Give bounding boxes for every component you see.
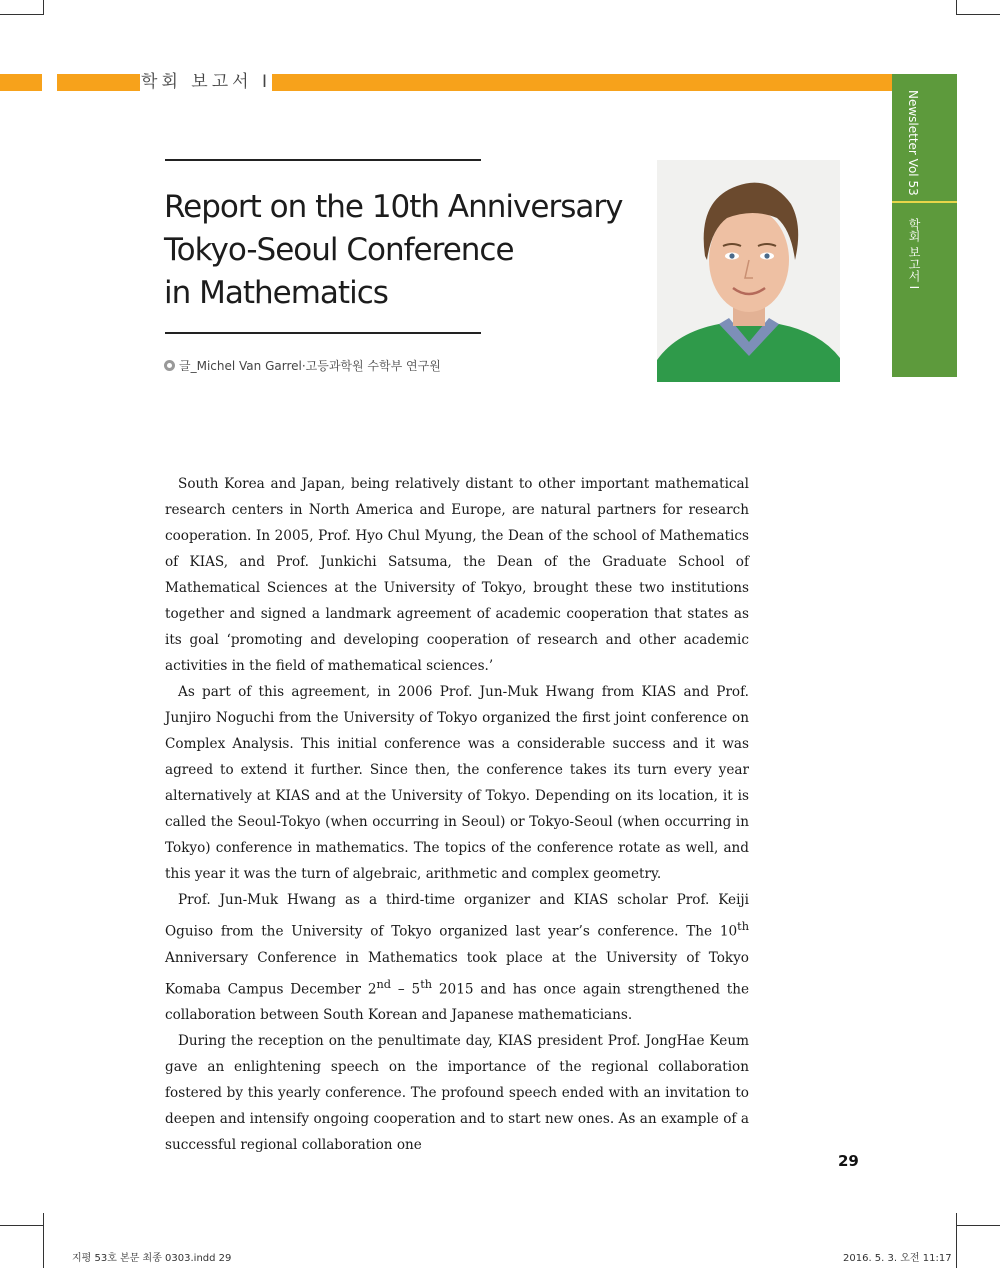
- section-label: 학회 보고서 I: [141, 72, 271, 92]
- crop-mark-top-right-h: [956, 14, 1000, 15]
- paragraph-4: During the reception on the penultimate day, KIAS president Prof. JongHae Keum gave an enlightening speech on the importance of the regional collaboration fostered by this yearly conference. The profound speech ended with an invitation to deepen and intensify ongoing cooperation and to start new ones. As an example of a successful regional collaboration one: [165, 1033, 749, 1154]
- article-body: [165, 471, 749, 1158]
- portrait-illustration: [657, 160, 840, 382]
- side-tab: [892, 74, 957, 377]
- side-tab-divider: [892, 201, 957, 203]
- crop-mark-top-left-v: [43, 0, 44, 14]
- p3-part-d: 2015 and has once again strengthened the collaboration between South Korean and Japanese mathematicians.: [165, 981, 749, 1024]
- paragraph-3: [165, 887, 749, 1028]
- p3-sup-3: th: [420, 976, 433, 991]
- crop-mark-bottom-right-h: [956, 1225, 1000, 1226]
- page-number: 29: [838, 1152, 859, 1170]
- title-line-3: in Mathematics: [164, 275, 388, 311]
- p3-part-c: – 5: [391, 981, 421, 998]
- footer-timestamp: 2016. 5. 3. 오전 11:17: [843, 1253, 952, 1264]
- crop-mark-bottom-left-v: [43, 1213, 44, 1268]
- crop-mark-bottom-right-v: [956, 1213, 957, 1268]
- portrait-photo: [657, 160, 840, 382]
- side-tab-newsletter: Newsletter Vol 53: [906, 90, 920, 196]
- title-rule-bottom: [165, 332, 481, 334]
- header-bar-left: [0, 74, 42, 91]
- p3-sup-1: th: [737, 919, 749, 933]
- byline: [164, 357, 441, 374]
- crop-mark-top-left-h: [0, 14, 44, 15]
- title-line-1: Report on the 10th Anniversary: [164, 189, 623, 225]
- paragraph-2: As part of this agreement, in 2006 Prof. Jun-Muk Hwang from KIAS and Prof. Junjiro Noguchi from the University of Tokyo organized the first joint conference on Complex Analysis. This initial conference was a considerable success and it was agreed to extend it further. Since then, the conference takes its turn every year alternatively at KIAS and at the University of Tokyo. Depending on its location, it is called the Seoul-Tokyo (when occurring in Seoul) or Tokyo-Seoul (when occurring in Tokyo) conference in mathematics. The topics of the conference rotate as well, and this year it was the turn of algebraic, arithmetic and complex geometry.: [165, 684, 749, 882]
- p3-part-b: Anniversary Conference in Mathematics took place at the University of Tokyo Komaba Campus December 2: [165, 949, 749, 998]
- paragraph-1: South Korea and Japan, being relatively distant to other important mathematical research centers in North America and Europe, are natural partners for research cooperation. In 2005, Prof. Hyo Chul Myung, the Dean of the school of Mathematics of KIAS, and Prof. Junkichi Satsuma, the Dean of the Graduate School of Mathematical Sciences at the University of Tokyo, brought these two institutions together and signed a landmark agreement of academic cooperation that states as its goal ‘promoting and developing cooperation of research and other academic activities in the field of mathematical sciences.’: [165, 476, 749, 674]
- p3-part-a: Prof. Jun-Muk Hwang as a third-time organizer and KIAS scholar Prof. Keiji Oguiso from the University of Tokyo organized last year’s conference. The 10: [165, 892, 749, 940]
- title-rule-top: [165, 159, 481, 161]
- crop-mark-top-right-v: [956, 0, 957, 14]
- byline-text: 글_Michel Van Garrel·고등과학원 수학부 연구원: [179, 359, 441, 373]
- crop-mark-bottom-left-h: [0, 1225, 44, 1226]
- bullet-icon: [164, 360, 175, 371]
- title-line-2: Tokyo-Seoul Conference: [164, 232, 514, 268]
- footer-file-info: 지평 53호 본문 최종 0303.indd 29: [72, 1253, 232, 1264]
- article-title: [164, 186, 634, 315]
- p3-sup-2: nd: [376, 976, 392, 991]
- side-tab-section: 학회 보고서 I: [907, 218, 921, 290]
